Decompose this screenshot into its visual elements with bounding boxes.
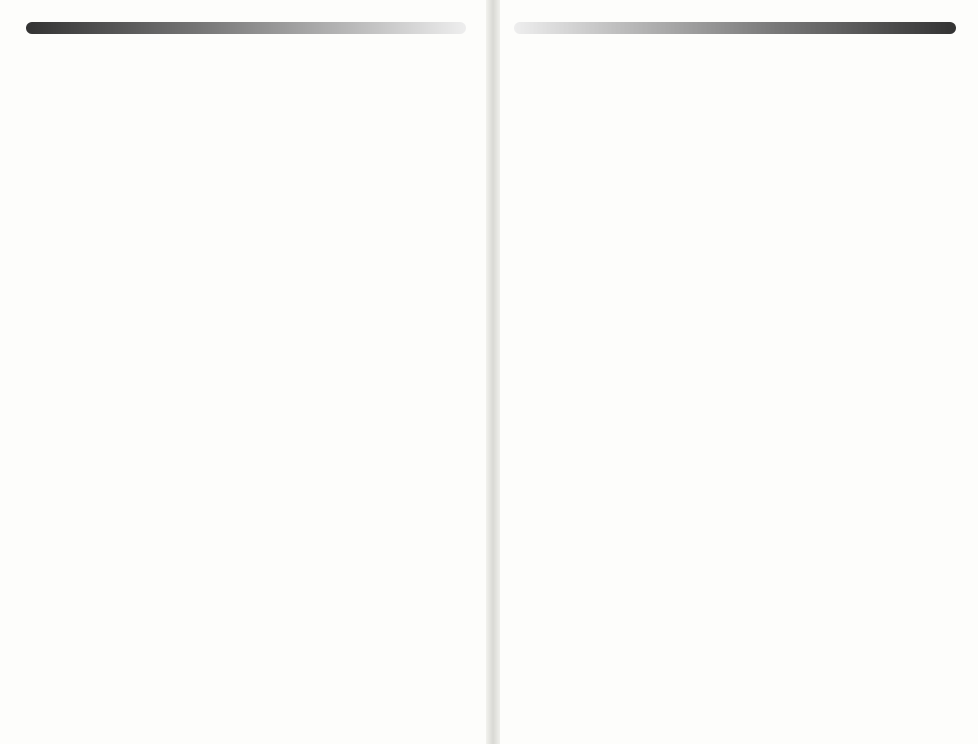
page-number-bar	[514, 22, 956, 34]
right-page-content	[514, 38, 960, 39]
right-page	[500, 0, 978, 744]
page-number-bar	[26, 22, 466, 34]
left-page	[0, 0, 486, 744]
book-gutter	[486, 0, 500, 744]
